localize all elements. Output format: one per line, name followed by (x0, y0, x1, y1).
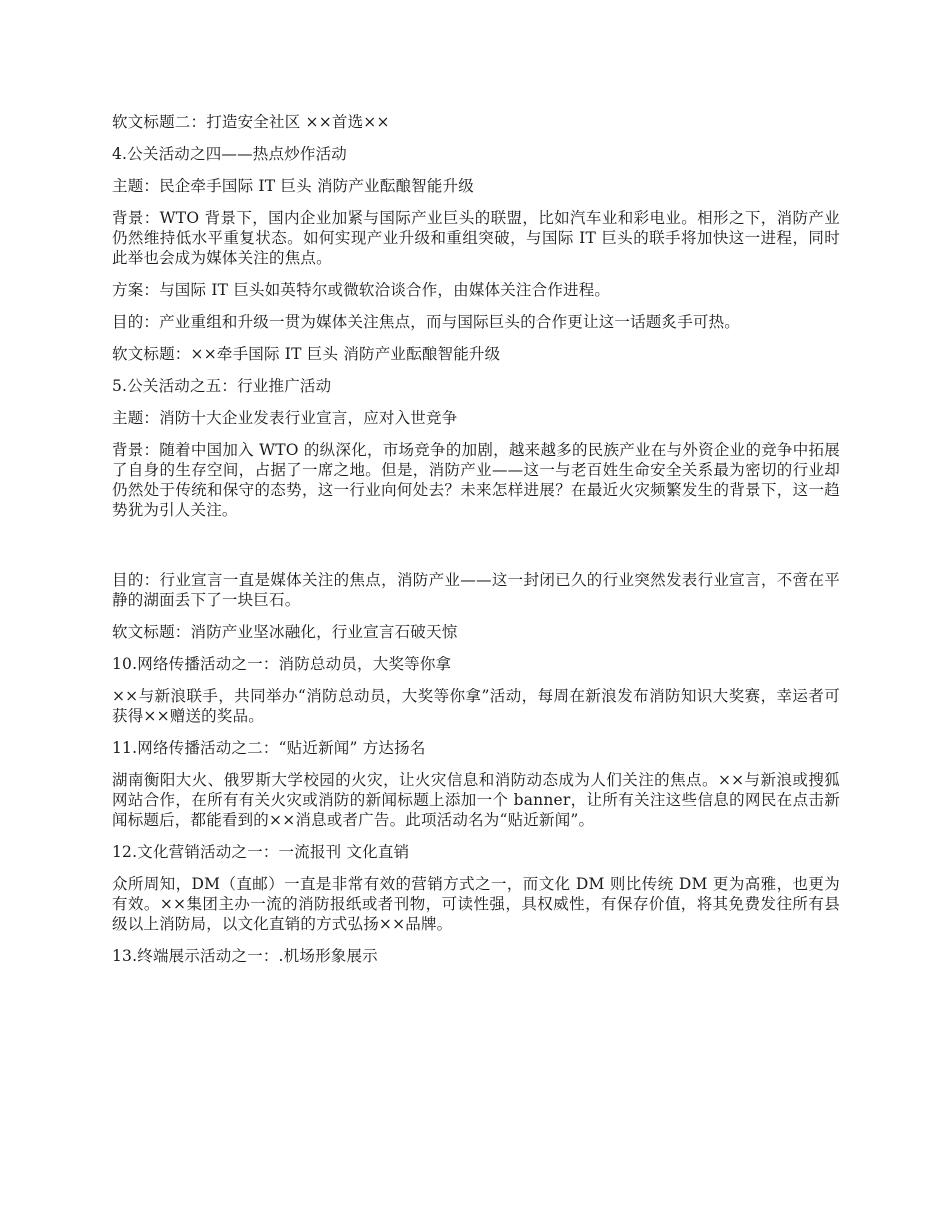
background-paragraph-4: 背景：WTO 背景下，国内企业加紧与国际产业巨头的联盟，比如汽车业和彩电业。相形之下，消防产业仍然维持低水平重复状态。如何实现产业升级和重组突破，与国际 IT 巨头的联手将加快这一进程，同时此举也会成为媒体关注的焦点。 (112, 209, 840, 267)
soft-article-title-5: 软文标题：消防产业坚冰融化，行业宣言石破天惊 (112, 623, 458, 641)
paragraph-gap (112, 532, 840, 570)
section-heading-10: 10.网络传播活动之一：消防总动员，大奖等你拿 (112, 655, 452, 673)
paragraph-12: 众所周知，DM（直邮）一直是非常有效的营销方式之一，而文化 DM 则比传统 DM 更为高雅，也更为有效。××集团主办一流的消防报纸或者刊物，可读性强，具权威性，有保存价值，将其免费发往所有县级以上消防局，以文化直销的方式弘扬××品牌。 (112, 875, 840, 933)
purpose-paragraph-5: 目的：行业宣言一直是媒体关注的焦点，消防产业——这一封闭已久的行业突然发表行业宣言，不啻在平静的湖面丢下了一块巨石。 (112, 571, 840, 609)
soft-article-title-4: 软文标题：××牵手国际 IT 巨头 消防产业酝酿智能升级 (112, 345, 501, 363)
paragraph-11: 湖南衡阳大火、俄罗斯大学校园的火灾，让火灾信息和消防动态成为人们关注的焦点。××与新浪或搜狐网站合作，在所有有关火灾或消防的新闻标题上添加一个 banner，让所有关注这些信息的网民在点击新闻标题后，都能看到的××消息或者广告。此项活动名为“贴近新闻”。 (112, 771, 840, 829)
section-heading-5: 5.公关活动之五：行业推广活动 (112, 377, 332, 395)
background-paragraph-5: 背景：随着中国加入 WTO 的纵深化，市场竞争的加剧，越来越多的民族产业在与外资企业的竞争中拓展了自身的生存空间，占据了一席之地。但是，消防产业——这一与老百姓生命安全关系最为密切的行业却仍然处于传统和保守的态势，这一行业向何处去？未来怎样进展？在最近火灾频繁发生的背景下，这一趋势犹为引人关注。 (112, 441, 840, 519)
section-heading-13: 13.终端展示活动之一：.机场形象展示 (112, 947, 378, 965)
paragraph-10: ××与新浪联手，共同举办“消防总动员，大奖等你拿”活动，每周在新浪发布消防知识大奖赛，幸运者可获得××赠送的奖品。 (112, 687, 840, 725)
soft-article-title-2: 软文标题二：打造安全社区 ××首选×× (112, 113, 390, 131)
theme-paragraph-4: 主题：民企牵手国际 IT 巨头 消防产业酝酿智能升级 (112, 177, 474, 195)
plan-paragraph-4: 方案：与国际 IT 巨头如英特尔或微软洽谈合作，由媒体关注合作进程。 (112, 281, 611, 299)
theme-paragraph-5: 主题：消防十大企业发表行业宣言，应对入世竞争 (112, 409, 458, 427)
section-heading-11: 11.网络传播活动之二：“贴近新闻” 方达扬名 (112, 739, 426, 757)
section-heading-4: 4.公关活动之四——热点炒作活动 (112, 145, 347, 163)
purpose-paragraph-4: 目的：产业重组和升级一贯为媒体关注焦点，而与国际巨头的合作更让这一话题炙手可热。 (112, 313, 741, 331)
document-page (112, 112, 840, 978)
section-heading-12: 12.文化营销活动之一：一流报刊 文化直销 (112, 843, 410, 861)
